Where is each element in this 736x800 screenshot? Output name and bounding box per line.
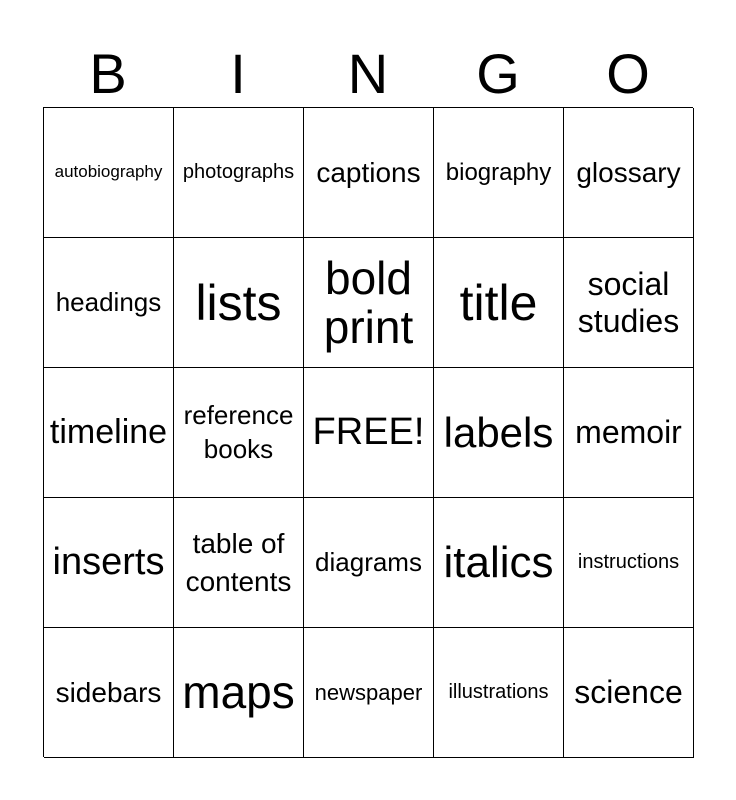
- bingo-cell[interactable]: [564, 238, 694, 368]
- bingo-cell[interactable]: [434, 498, 564, 628]
- cell-label: reference books: [183, 399, 294, 464]
- cell-label: table of contents: [185, 527, 292, 597]
- cell-label: biography: [445, 158, 552, 186]
- header-letter-n: N: [347, 42, 389, 105]
- cell-label: science: [574, 674, 683, 711]
- cell-label: illustrations: [448, 680, 549, 703]
- bingo-cell[interactable]: [304, 628, 434, 758]
- header-letter-b: B: [89, 42, 127, 105]
- bingo-cell[interactable]: [304, 238, 434, 368]
- cell-label: italics: [443, 537, 554, 587]
- bingo-cell[interactable]: [44, 628, 174, 758]
- cell-label: captions: [316, 156, 421, 188]
- bingo-cell[interactable]: [434, 238, 564, 368]
- bingo-cell[interactable]: [304, 368, 434, 498]
- bingo-board: [43, 107, 693, 757]
- cell-label: inserts: [52, 540, 165, 583]
- cell-label: FREE!: [312, 410, 425, 453]
- cell-label: instructions: [577, 550, 680, 573]
- bingo-cell[interactable]: [174, 108, 304, 238]
- bingo-cell[interactable]: [434, 628, 564, 758]
- cell-label: title: [459, 274, 538, 331]
- bingo-cell[interactable]: [44, 498, 174, 628]
- bingo-cell[interactable]: [304, 108, 434, 238]
- bingo-cell[interactable]: [174, 628, 304, 758]
- bingo-cell[interactable]: [564, 498, 694, 628]
- cell-label: photographs: [182, 160, 295, 183]
- bingo-cell[interactable]: [174, 498, 304, 628]
- cell-label: bold print: [323, 252, 414, 353]
- bingo-header: [43, 40, 693, 108]
- cell-label: glossary: [576, 156, 681, 188]
- cell-label: maps: [182, 665, 295, 718]
- bingo-cell[interactable]: [564, 108, 694, 238]
- bingo-cell[interactable]: [434, 108, 564, 238]
- cell-label: sidebars: [55, 676, 162, 708]
- cell-label: labels: [443, 408, 554, 456]
- cell-label: social studies: [577, 265, 680, 339]
- bingo-cell[interactable]: [304, 498, 434, 628]
- bingo-cell[interactable]: [434, 368, 564, 498]
- bingo-cell[interactable]: [44, 368, 174, 498]
- cell-label: memoir: [575, 414, 682, 451]
- bingo-cell[interactable]: [44, 108, 174, 238]
- bingo-cell[interactable]: [174, 238, 304, 368]
- bingo-cell[interactable]: [174, 368, 304, 498]
- header-letter-o: O: [606, 42, 650, 105]
- cell-label: diagrams: [315, 546, 422, 577]
- bingo-cell[interactable]: [564, 368, 694, 498]
- cell-label: lists: [195, 274, 282, 331]
- cell-label: headings: [55, 286, 162, 317]
- header-letter-i: I: [230, 42, 246, 105]
- header-letter-g: G: [476, 42, 520, 105]
- cell-label: autobiography: [54, 162, 163, 182]
- cell-label: newspaper: [314, 679, 423, 705]
- cell-label: timeline: [49, 412, 168, 451]
- bingo-cell[interactable]: [564, 628, 694, 758]
- bingo-cell[interactable]: [44, 238, 174, 368]
